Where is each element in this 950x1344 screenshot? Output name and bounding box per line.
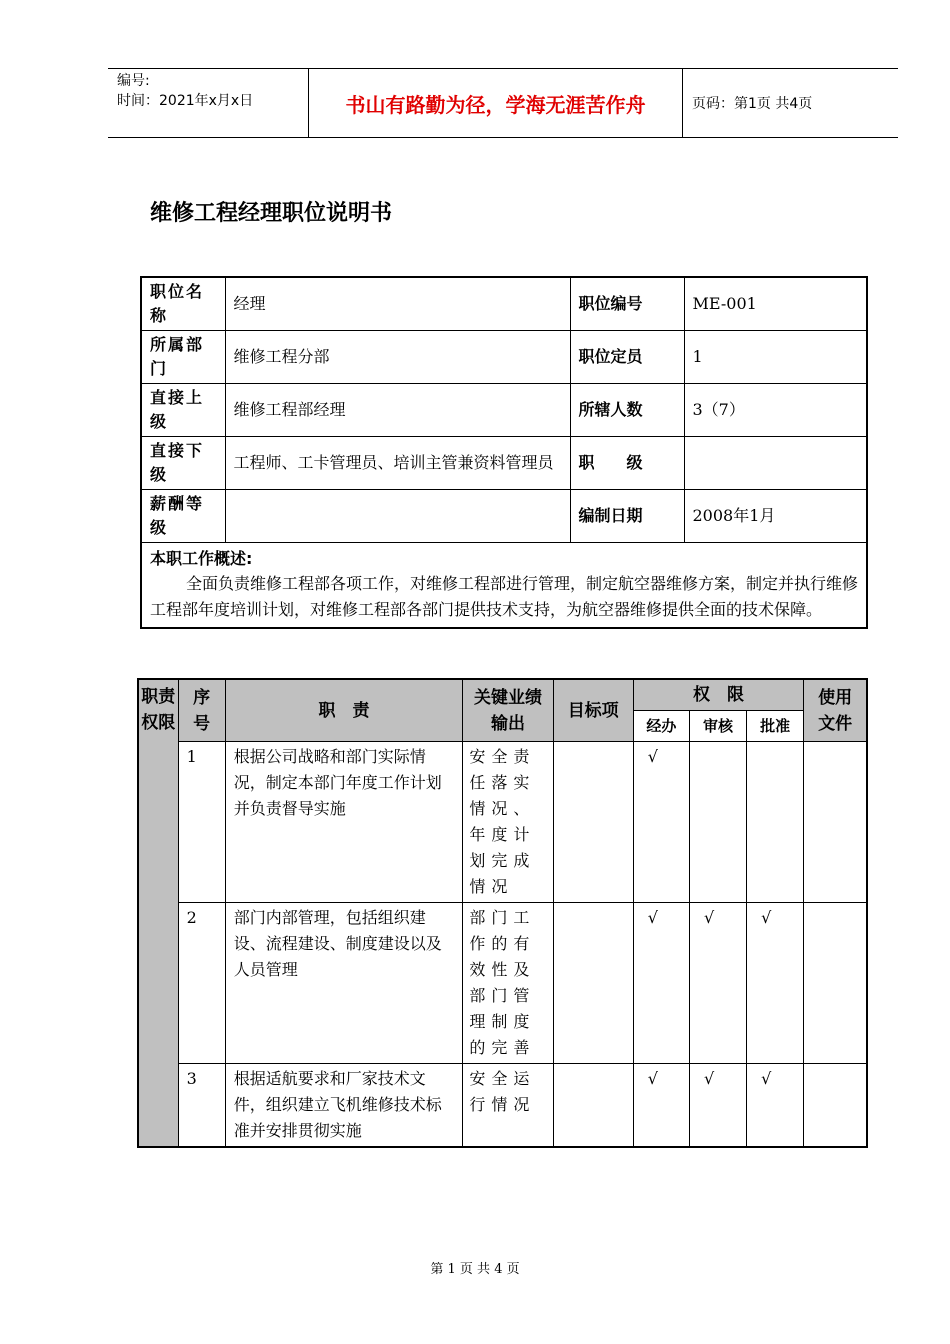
date: 2008年1月 [684,490,867,543]
col-duty: 职 责 [225,679,463,742]
col-kpi: 关键业绩输出 [463,679,553,742]
row-approve-check [747,742,804,903]
headcount: 1 [684,331,867,384]
row-duty: 根据适航要求和厂家技术文件，组织建立飞机维修技术标准并安排贯彻实施 [225,1064,463,1148]
row-no: 3 [178,1064,225,1148]
time-label: 时间：2021年x月x日 [117,93,254,109]
headcount-label: 职位定员 [570,331,684,384]
row-duty: 根据公司战略和部门实际情况，制定本部门年度工作计划并负责督导实施 [225,742,463,903]
col-handle: 经办 [633,711,689,742]
subordinates-count-label: 所辖人数 [570,384,684,437]
header-meta [108,69,308,137]
table-row [138,1064,867,1148]
info-row [141,490,867,543]
salary-label: 薪酬等级 [141,490,225,543]
row-review-check: √ [689,903,746,1064]
summary-heading: 本职工作概述: [150,549,253,568]
row-kpi: 安全责任落实情况、年度计划完成情况 [463,742,553,903]
department-label: 所属部门 [141,331,225,384]
summary-text: 全面负责维修工程部各项工作，对维修工程部进行管理，制定航空器维修方案，制定并执行维修工程部年度培训计划，对维修工程部各部门提供技术支持，为航空器维修提供全面的技术保障。 [150,574,859,619]
row-handle-check: √ [633,742,689,903]
row-handle-check: √ [633,1064,689,1148]
info-row [141,277,867,331]
motto: 书山有路勤为径，学海无涯苦作舟 [308,69,683,137]
col-review: 审核 [689,711,746,742]
row-docs [804,742,867,903]
salary [225,490,570,543]
grade-label: 职 级 [570,437,684,490]
subordinates-count: 3（7） [684,384,867,437]
row-approve-check: √ [747,1064,804,1148]
row-target [553,1064,633,1148]
row-target [553,742,633,903]
col-no: 序号 [178,679,225,742]
date-label: 编制日期 [570,490,684,543]
superior-label: 直接上级 [141,384,225,437]
col-approve: 批准 [747,711,804,742]
row-target [553,903,633,1064]
duty-header-row [138,679,867,711]
row-kpi: 部门工作的有效性及部门管理制度的完善 [463,903,553,1064]
row-review-check: √ [689,1064,746,1148]
duty-table [137,678,868,1148]
info-row [141,437,867,490]
row-approve-check: √ [747,903,804,1064]
department: 维修工程分部 [225,331,570,384]
position-name-label: 职位名称 [141,277,225,331]
row-duty: 部门内部管理，包括组织建设、流程建设、制度建设以及人员管理 [225,903,463,1064]
col-docs: 使用文件 [804,679,867,742]
superior: 维修工程部经理 [225,384,570,437]
col-authority: 权 限 [633,679,803,711]
grade [684,437,867,490]
row-no: 1 [178,742,225,903]
info-row [141,384,867,437]
summary-cell [141,543,867,629]
page-footer: 第 1 页 共 4 页 [430,1262,520,1277]
row-no: 2 [178,903,225,1064]
position-name: 经理 [225,277,570,331]
row-docs [804,903,867,1064]
row-review-check [689,742,746,903]
number-label: 编号: [117,73,150,89]
position-code-label: 职位编号 [570,277,684,331]
subordinates-label: 直接下级 [141,437,225,490]
row-handle-check: √ [633,903,689,1064]
table-row [138,742,867,903]
table-row [138,903,867,1064]
summary-row [141,543,867,629]
row-kpi: 安全运行情况 [463,1064,553,1148]
subordinates: 工程师、工卡管理员、培训主管兼资料管理员 [225,437,570,490]
info-row [141,331,867,384]
row-docs [804,1064,867,1148]
side-label: 职责权限 [138,679,178,1147]
col-target: 目标项 [553,679,633,742]
position-code: ME-001 [684,277,867,331]
page-header [108,68,898,138]
position-info-table [140,276,868,629]
page-info: 页码：第1页 共4页 [692,96,813,112]
document-title: 维修工程经理职位说明书 [150,201,393,226]
